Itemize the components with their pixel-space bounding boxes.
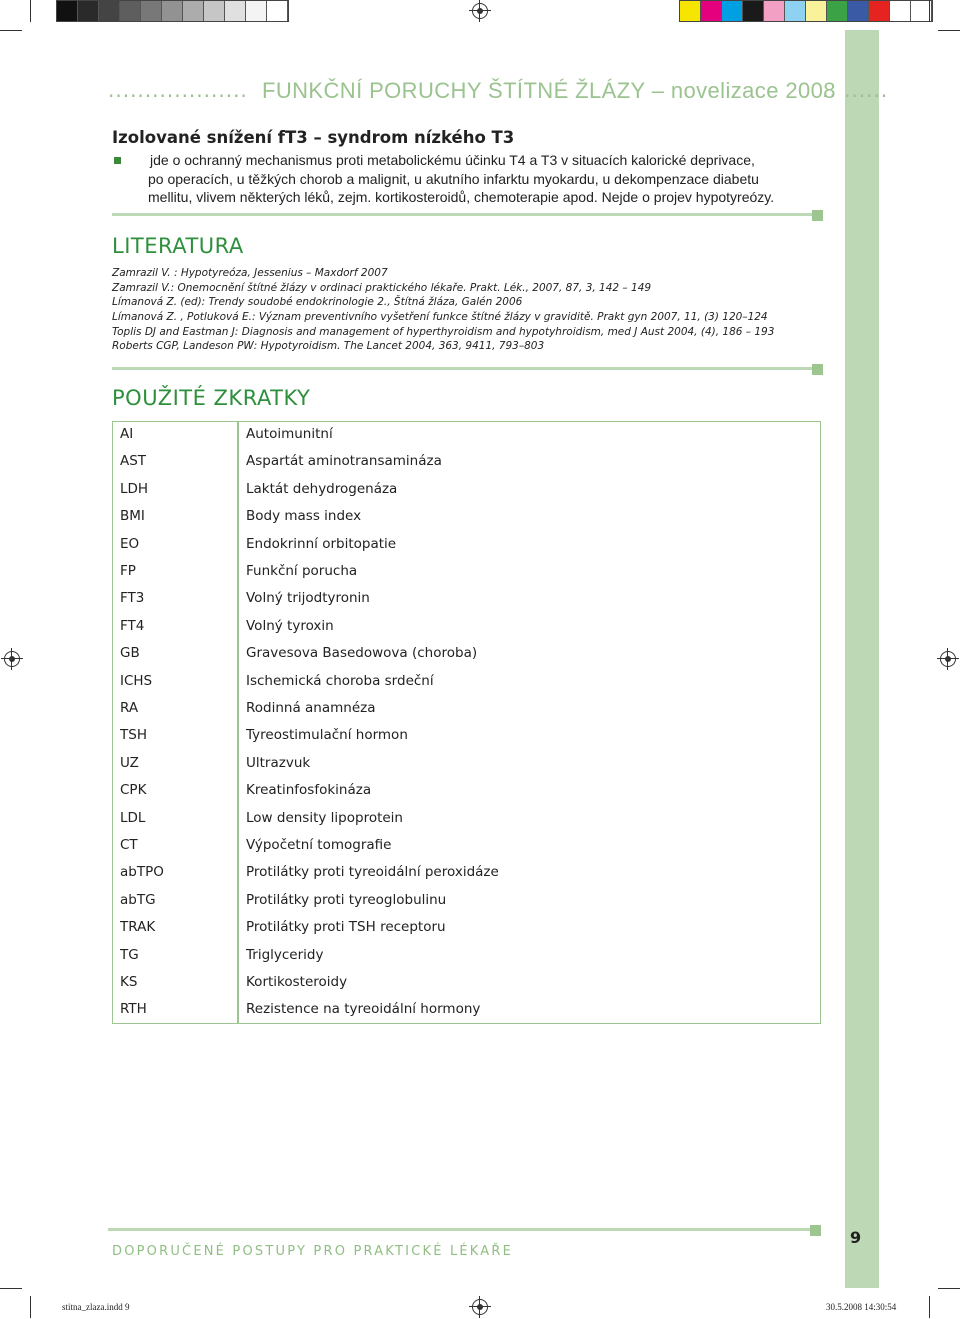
gray-swatch: [246, 1, 267, 21]
bullet-line: mellitu, vlivem některých léků, zejm. kortikosteroidů, chemoterapie apod. Nejde o projev hypotyreózy.: [148, 189, 775, 205]
page-number: 9: [850, 1228, 862, 1247]
table-row: [113, 422, 820, 449]
crop-mark: [30, 1296, 31, 1318]
table-row: [113, 449, 820, 476]
gray-swatch: [267, 1, 288, 21]
table-row: [113, 943, 820, 970]
gray-swatch: [183, 1, 204, 21]
table-row: [113, 778, 820, 805]
reference-item: Zamrazil V.: Onemocnění štítné žlázy v ordinaci praktického lékaře. Prakt. Lék., 2007, 87, 3, 142 – 149: [112, 281, 652, 294]
abbreviation-meaning: Autoimunitní: [246, 426, 333, 442]
abbreviation-code: AI: [120, 426, 134, 442]
color-swatch: [701, 1, 722, 21]
gray-swatch: [141, 1, 162, 21]
reference-item: Zamrazil V. : Hypotyreóza, Jessenius – Maxdorf 2007: [112, 267, 388, 279]
abbreviation-code: RA: [120, 700, 139, 716]
table-row: [113, 997, 820, 1024]
literature-title: LITERATURA: [112, 234, 244, 258]
section-divider: [112, 367, 812, 370]
running-header-title: FUNKČNÍ PORUCHY ŠTÍTNÉ ŽLÁZY – novelizace 2008: [262, 78, 836, 103]
abbreviation-meaning: Protilátky proti tyreoidální peroxidáze: [246, 864, 499, 881]
abbreviation-meaning: Endokrinní orbitopatie: [246, 535, 397, 552]
abbreviation-code: CPK: [120, 782, 147, 799]
abbreviations-table: [112, 421, 821, 1024]
table-row: [113, 833, 820, 860]
abbreviation-code: abTG: [120, 891, 156, 908]
abbreviation-code: BMI: [120, 508, 145, 525]
table-row: [113, 586, 820, 613]
color-swatch: [890, 1, 911, 21]
color-swatch: [785, 1, 806, 21]
crop-mark: [938, 30, 960, 31]
abbreviation-meaning: Protilátky proti tyreoglobulinu: [246, 891, 447, 908]
header-dots-left: ...................: [108, 78, 248, 102]
section-heading-low-t3: Izolované snížení fT3 – syndrom nízkého T3: [112, 128, 515, 147]
gray-swatch: [162, 1, 183, 21]
footer-divider: [108, 1228, 810, 1231]
registration-mark-icon: [472, 1299, 488, 1315]
gray-swatch: [225, 1, 246, 21]
registration-mark-icon: [472, 3, 488, 19]
table-row: [113, 888, 820, 915]
abbreviation-code: EO: [120, 535, 140, 552]
abbreviation-meaning: Gravesova Basedowova (choroba): [246, 645, 478, 662]
abbreviation-code: TG: [120, 946, 139, 963]
abbreviation-meaning: Rezistence na tyreoidální hormony: [246, 1001, 481, 1018]
bullet-line: jde o ochranný mechanismus proti metabolickému účinku T4 a T3 v situacích kalorické deprivace,: [150, 152, 755, 168]
crop-mark: [0, 30, 22, 31]
table-row: [113, 504, 820, 531]
abbreviation-meaning: Kortikosteroidy: [246, 974, 348, 990]
table-row: [113, 723, 820, 750]
side-color-band: [845, 30, 879, 1288]
abbreviation-meaning: Ultrazvuk: [246, 754, 311, 771]
color-swatch: [806, 1, 827, 21]
abbreviation-code: FP: [120, 563, 136, 579]
abbreviation-meaning: Aspartát aminotransamináza: [246, 453, 442, 470]
abbreviation-code: RTH: [120, 1001, 147, 1018]
table-row: [113, 970, 820, 997]
abbreviation-code: ICHS: [120, 672, 153, 689]
print-slug-file: stitna_zlaza.indd 9: [62, 1302, 130, 1312]
abbreviation-meaning: Tyreostimulační hormon: [246, 727, 408, 744]
footer-series-title: DOPORUČENÉ POSTUPY PRO PRAKTICKÉ LÉKAŘE: [112, 1244, 514, 1259]
abbreviation-code: GB: [120, 645, 140, 662]
reference-item: Límanová Z. (ed): Trendy soudobé endokrinologie 2., Štítná žláza, Galén 2006: [112, 296, 523, 309]
crop-mark: [30, 0, 31, 22]
reference-list: [112, 266, 774, 354]
reference-item: Toplis DJ and Eastman J: Diagnosis and management of hyperthyroidism and hypotyhroidism, med J Aust 2004, (4), 186 – 193: [112, 325, 775, 338]
abbreviation-code: FT4: [120, 617, 145, 634]
table-row: [113, 614, 820, 641]
crop-mark: [929, 0, 930, 22]
gray-swatch: [78, 1, 99, 21]
abbreviation-code: TSH: [120, 727, 147, 744]
header-dots-right: .. ......: [822, 78, 889, 102]
abbreviation-code: AST: [120, 453, 147, 470]
gray-swatch: [120, 1, 141, 21]
crop-mark: [0, 1288, 22, 1289]
abbreviation-meaning: Triglyceridy: [246, 946, 324, 963]
table-row: [113, 860, 820, 887]
gray-calibration-bar: [56, 0, 289, 22]
registration-mark-icon: [940, 651, 956, 667]
divider-square-icon: [812, 364, 823, 375]
abbreviation-code: CT: [120, 837, 138, 853]
table-row: [113, 806, 820, 833]
abbreviation-meaning: Body mass index: [246, 508, 362, 525]
table-row: [113, 641, 820, 668]
registration-mark-icon: [4, 651, 20, 667]
abbreviation-code: abTPO: [120, 864, 164, 881]
section-divider: [112, 213, 812, 216]
gray-swatch: [99, 1, 120, 21]
crop-mark: [938, 1288, 960, 1289]
abbreviation-meaning: Protilátky proti TSH receptoru: [246, 919, 446, 936]
abbreviation-meaning: Kreatinfosfokináza: [246, 782, 372, 799]
abbreviation-meaning: Ischemická choroba srdeční: [246, 672, 434, 689]
divider-square-icon: [812, 210, 823, 221]
color-swatch: [827, 1, 848, 21]
color-swatch: [680, 1, 701, 21]
table-row: [113, 559, 820, 586]
color-swatch: [869, 1, 890, 21]
color-swatch: [764, 1, 785, 21]
bullet-square-icon: [114, 157, 121, 164]
bullet-line: po operacích, u těžkých chorob a malignit, u akutního infarktu myokardu, u dekompenzace diabetu: [148, 170, 759, 187]
abbreviation-meaning: Funkční porucha: [246, 563, 358, 579]
table-row: [113, 532, 820, 559]
color-swatch: [848, 1, 869, 21]
abbreviation-code: KS: [120, 974, 138, 990]
divider-square-icon: [810, 1225, 821, 1236]
color-swatch: [743, 1, 764, 21]
reference-item: Roberts CGP, Landeson PW: Hypotyroidism. The Lancet 2004, 363, 9411, 793–803: [112, 340, 545, 353]
abbreviation-meaning: Výpočetní tomografie: [246, 837, 392, 853]
color-calibration-bar: [679, 0, 933, 22]
abbreviation-code: TRAK: [120, 919, 156, 936]
table-row: [113, 696, 820, 723]
table-row: [113, 915, 820, 942]
color-swatch: [722, 1, 743, 21]
abbreviations-title: POUŽITÉ ZKRATKY: [112, 386, 311, 410]
table-row: [113, 669, 820, 696]
table-row: [113, 477, 820, 504]
abbreviation-code: LDH: [120, 480, 149, 497]
abbreviation-code: LDL: [120, 809, 146, 826]
gray-swatch: [57, 1, 78, 21]
table-row: [113, 751, 820, 778]
abbreviation-code: UZ: [120, 754, 139, 771]
abbreviation-meaning: Volný tyroxin: [246, 617, 334, 634]
gray-swatch: [204, 1, 225, 21]
reference-item: Límanová Z. , Potluková E.: Význam preventivního vyšetření funkce štítné žlázy v graviditě. Prakt gyn 2007, 11, (3) 120–124: [112, 311, 768, 324]
print-slug-date: 30.5.2008 14:30:54: [826, 1302, 897, 1312]
table-column-divider: [237, 421, 239, 1024]
crop-mark: [929, 1296, 930, 1318]
abbreviation-code: FT3: [120, 590, 145, 607]
abbreviation-meaning: Laktát dehydrogenáza: [246, 480, 398, 497]
abbreviation-meaning: Low density lipoprotein: [246, 809, 403, 826]
abbreviation-meaning: Rodinná anamnéza: [246, 700, 376, 716]
abbreviation-meaning: Volný trijodtyronin: [246, 590, 370, 607]
